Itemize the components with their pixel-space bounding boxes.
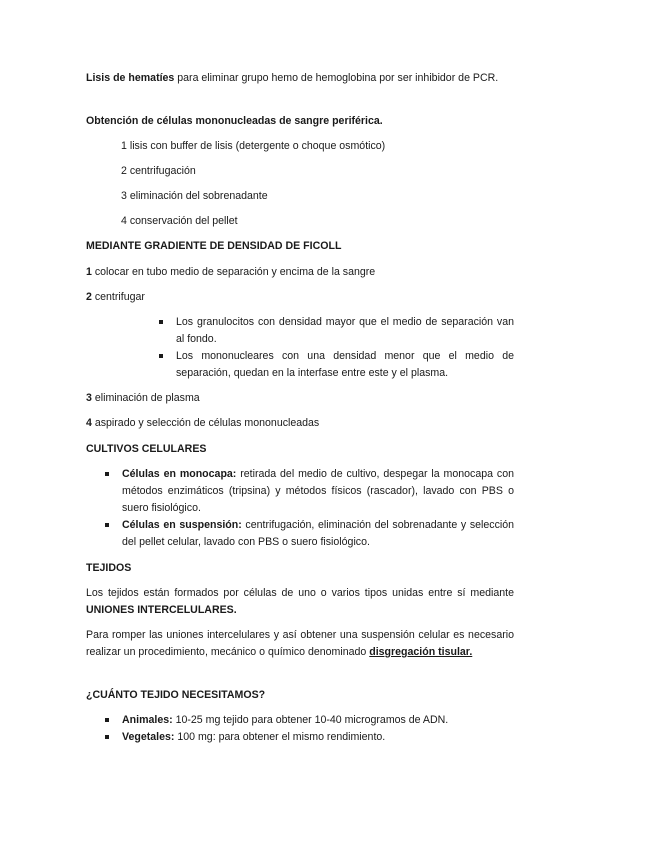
uniones-intercelulares-term: UNIONES INTERCELULARES. bbox=[86, 604, 237, 616]
heading-obtencion-pbmc: Obtención de células mononucleadas de sangre periférica. bbox=[86, 115, 383, 127]
animales-text: 10-25 mg tejido para obtener 10-40 microgramos de ADN. bbox=[172, 714, 449, 726]
tejidos-1-text: Los tejidos están formados por células de uno o varios tipos unidas entre sí mediante bbox=[86, 587, 514, 599]
bullet-square-icon bbox=[159, 354, 163, 358]
cultivos-bullet-list bbox=[122, 466, 514, 551]
cultivo-monocapa-text: retirada del medio de cultivo, despegar la monocapa con métodos enzimáticos (tripsina) y métodos físicos (rascador), lavado con PBS o suero fisiológico. bbox=[122, 468, 514, 514]
ficoll-step-4-text: aspirado y selección de células mononucleadas bbox=[91, 417, 320, 429]
ficoll-step-4 bbox=[86, 415, 514, 432]
centrifuge-bullet-list bbox=[176, 314, 514, 382]
lysis-step-1: 1 lisis con buffer de lisis (detergente o choque osmótico) bbox=[121, 140, 386, 152]
list-item bbox=[122, 517, 514, 551]
ficoll-step-2 bbox=[86, 289, 514, 306]
ficoll-step-3 bbox=[86, 390, 514, 407]
list-item bbox=[122, 729, 514, 746]
bullet-square-icon bbox=[159, 320, 163, 324]
bullet-square-icon bbox=[105, 718, 109, 722]
ficoll-step-3-text: eliminación de plasma bbox=[91, 392, 200, 404]
ficoll-step-1-number: 1 bbox=[86, 266, 92, 278]
tejidos-2-text: Para romper las uniones intercelulares y así obtener una suspensión celular es necesario realizar un procedimiento, mecánico o químico denominado bbox=[86, 629, 514, 658]
ficoll-step-4-number: 4 bbox=[86, 417, 92, 429]
animales-label: Animales: bbox=[122, 714, 173, 726]
lysis-step-2: 2 centrifugación bbox=[121, 165, 196, 177]
cultivo-suspension-text: centrifugación, eliminación del sobrenadante y selección del pellet celular, lavado con PBS o suero fisiológico. bbox=[122, 519, 515, 548]
vegetales-text: 100 mg: para obtener el mismo rendimiento. bbox=[174, 731, 386, 743]
vegetales-label: Vegetales: bbox=[122, 731, 175, 743]
centrifuge-bullet-2-text: Los mononucleares con una densidad menor que el medio de separación, quedan en la interfase entre este y el plasma. bbox=[176, 350, 514, 379]
list-item bbox=[176, 348, 514, 382]
heading-cuanto-tejido: ¿CUÁNTO TEJIDO NECESITAMOS? bbox=[86, 689, 266, 701]
bullet-square-icon bbox=[105, 472, 109, 476]
list-item bbox=[176, 314, 514, 348]
heading-ficoll: MEDIANTE GRADIENTE DE DENSIDAD DE FICOLL bbox=[86, 240, 342, 252]
ficoll-step-2-text: centrifugar bbox=[91, 291, 145, 303]
heading-cultivos-celulares: CULTIVOS CELULARES bbox=[86, 443, 207, 455]
cuanto-bullet-list bbox=[122, 712, 514, 746]
list-item bbox=[122, 712, 514, 729]
ficoll-step-3-number: 3 bbox=[86, 392, 92, 404]
cultivo-suspension-label: Células en suspensión: bbox=[122, 519, 242, 531]
bullet-square-icon bbox=[105, 523, 109, 527]
list-item bbox=[122, 466, 514, 517]
paragraph-lisis-hematies bbox=[86, 70, 514, 87]
disgregacion-tisular-term: disgregación tisular. bbox=[369, 646, 473, 658]
lysis-step-3: 3 eliminación del sobrenadante bbox=[121, 190, 268, 202]
heading-tejidos: TEJIDOS bbox=[86, 562, 132, 574]
lysis-step-4: 4 conservación del pellet bbox=[121, 215, 238, 227]
cultivo-monocapa-label: Células en monocapa: bbox=[122, 468, 237, 480]
paragraph-tejidos-2 bbox=[86, 627, 514, 661]
centrifuge-bullet-1-text: Los granulocitos con densidad mayor que el medio de separación van al fondo. bbox=[176, 316, 514, 345]
bullet-square-icon bbox=[105, 735, 109, 739]
ficoll-step-1-text: colocar en tubo medio de separación y encima de la sangre bbox=[91, 266, 376, 278]
lisis-hematies-text: para eliminar grupo hemo de hemoglobina por ser inhibidor de PCR. bbox=[174, 72, 499, 84]
term-lisis-hematies: Lisis de hematíes bbox=[86, 72, 175, 84]
ficoll-step-2-number: 2 bbox=[86, 291, 92, 303]
paragraph-tejidos-1 bbox=[86, 585, 514, 619]
ficoll-step-1 bbox=[86, 264, 514, 281]
